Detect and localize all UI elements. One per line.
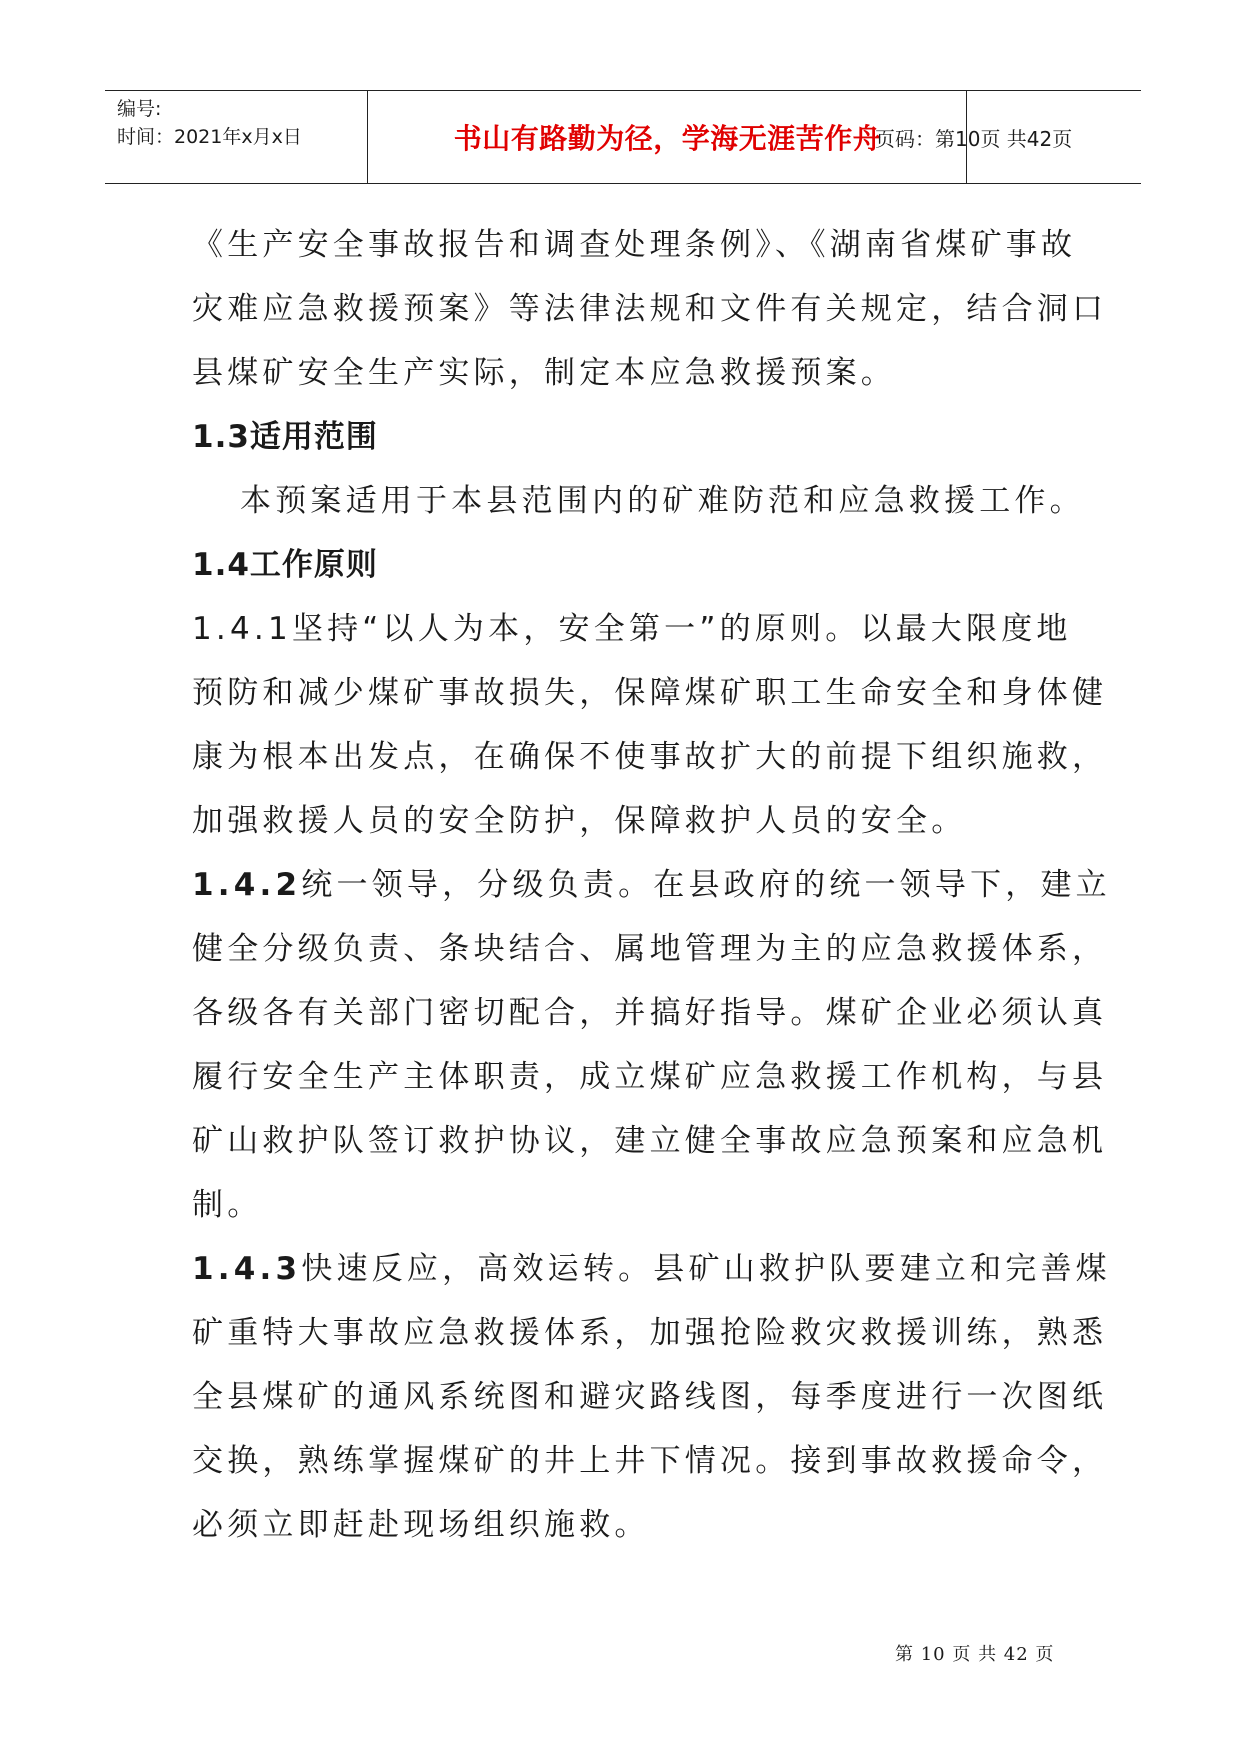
header-motto: 书山有路勤为径，学海无涯苦作舟 bbox=[453, 122, 882, 155]
section-heading-1-3: 1.3适用范围 bbox=[192, 419, 378, 455]
document-number-label: 编号: bbox=[117, 98, 162, 120]
paragraph-line: 矿重特大事故应急救援体系，加强抢险救灾救援训练，熟悉 bbox=[192, 1315, 1108, 1351]
paragraph-line: 康为根本出发点，在确保不使事故扩大的前提下组织施救， bbox=[192, 739, 1108, 775]
section-heading-1-4: 1.4工作原则 bbox=[192, 547, 378, 583]
page-footer: 第 10 页 共 42 页 bbox=[895, 1644, 1055, 1665]
paragraph-1-4-3-first-line bbox=[192, 1237, 1111, 1301]
paragraph-line: 加强救援人员的安全防护，保障救护人员的安全。 bbox=[192, 803, 967, 839]
paragraph-line: 必须立即赶赴现场组织施救。 bbox=[192, 1507, 650, 1543]
page-header bbox=[105, 90, 1141, 184]
clause-text: 快速反应，高效运转。县矿山救护队要建立和完善煤 bbox=[301, 1251, 1111, 1287]
paragraph-line: 各级各有关部门密切配合，并搞好指导。煤矿企业必须认真 bbox=[192, 995, 1108, 1031]
document-body bbox=[192, 213, 1111, 1557]
paragraph-line: 全县煤矿的通风系统图和避灾路线图，每季度进行一次图纸 bbox=[192, 1379, 1108, 1415]
paragraph-line: 预防和减少煤矿事故损失，保障煤矿职工生命安全和身体健 bbox=[192, 675, 1108, 711]
clause-number: 1.4.3 bbox=[192, 1251, 302, 1287]
paragraph-scope: 本预案适用于本县范围内的矿难防范和应急救援工作。 bbox=[240, 483, 1085, 519]
paragraph-line: 矿山救护队签订救护协议，建立健全事故应急预案和应急机 bbox=[192, 1123, 1108, 1159]
clause-text: 统一领导，分级负责。在县政府的统一领导下，建立 bbox=[301, 867, 1111, 903]
paragraph-1-4-2-first-line bbox=[192, 853, 1111, 917]
paragraph-line: 制。 bbox=[192, 1187, 263, 1223]
clause-number: 1.4.2 bbox=[192, 867, 302, 903]
paragraph-line: 《生产安全事故报告和调查处理条例》、《湖南省煤矿事故 bbox=[192, 227, 1077, 263]
header-divider-left bbox=[367, 91, 368, 183]
document-time-label: 时间：2021年x月x日 bbox=[117, 126, 302, 148]
paragraph-line: 灾难应急救援预案》等法律法规和文件有关规定，结合洞口 bbox=[192, 291, 1108, 327]
paragraph-line: 县煤矿安全生产实际，制定本应急救援预案。 bbox=[192, 355, 896, 391]
paragraph-line: 健全分级负责、条块结合、属地管理为主的应急救援体系， bbox=[192, 931, 1108, 967]
header-page-info: 页码：第10页 共42页 bbox=[875, 126, 1073, 151]
paragraph-line: 履行安全生产主体职责，成立煤矿应急救援工作机构，与县 bbox=[192, 1059, 1108, 1095]
paragraph-line: 交换，熟练掌握煤矿的井上井下情况。接到事故救援命令， bbox=[192, 1443, 1108, 1479]
header-meta bbox=[117, 95, 302, 151]
paragraph-line: 1.4.1坚持“以人为本，安全第一”的原则。以最大限度地 bbox=[192, 611, 1072, 647]
